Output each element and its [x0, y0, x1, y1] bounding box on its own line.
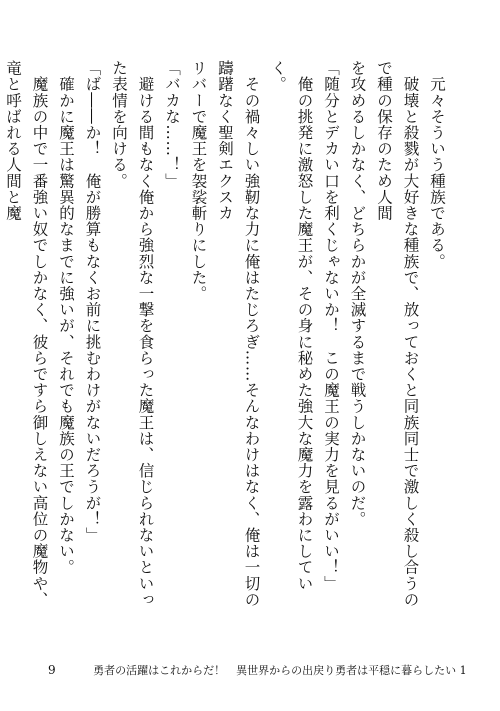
text-line-9: 避ける間もなく俺から強烈な一撃を食らった魔王は、信じられないといった表情を向ける。 [110, 60, 155, 608]
text-line-4: 「随分とデカい口を利くじゃないか！ この魔王の実力を見るがいい！」 [322, 60, 340, 592]
text-line-5: 俺の挑発に激怒した魔王が、その身に秘めた強大な魔力を露わにしていく。 [269, 60, 314, 592]
text-line-2: 破壊と殺戮が大好きな種族で、放っておくと同族同士で激しく殺し合うので種の保存のため人間 [375, 60, 420, 608]
running-title: 勇者の活躍はこれからだ！ 異世界からの出戻り勇者は平穏に暮らしたい 1 [93, 664, 467, 677]
text-line-7: リバーで魔王を袈裟斬りにした。 [189, 60, 208, 302]
text-line-10: 「ば――か！ 俺が勝算もなくお前に挑むわけがないだろうが！」 [83, 60, 102, 543]
text-line-3: を攻めるしかなく、どちらかが全滅するまで戦うしかないのだ。 [348, 60, 367, 527]
text-line-12: 魔族の中で一番強い奴でしかなく、彼らですら御しえない高位の魔物や、竜と呼ばれる人間と魔 [4, 60, 49, 608]
text-line-8: 「バカな……！」 [163, 60, 181, 189]
text-line-6: その禍々しい強靭な力に俺はたじろぎ……そんなわけはなく、俺は一切の躊躇なく聖剣エクスカ [216, 60, 261, 608]
page-footer [48, 662, 467, 678]
page-number: 9 [48, 663, 56, 677]
text-line-1: 元々そういう種族である。 [428, 60, 446, 270]
text-line-11: 確かに魔王は驚異的なまでに強いが、それでも魔族の王でしかない。 [57, 60, 75, 576]
vertical-text-body [4, 60, 450, 620]
